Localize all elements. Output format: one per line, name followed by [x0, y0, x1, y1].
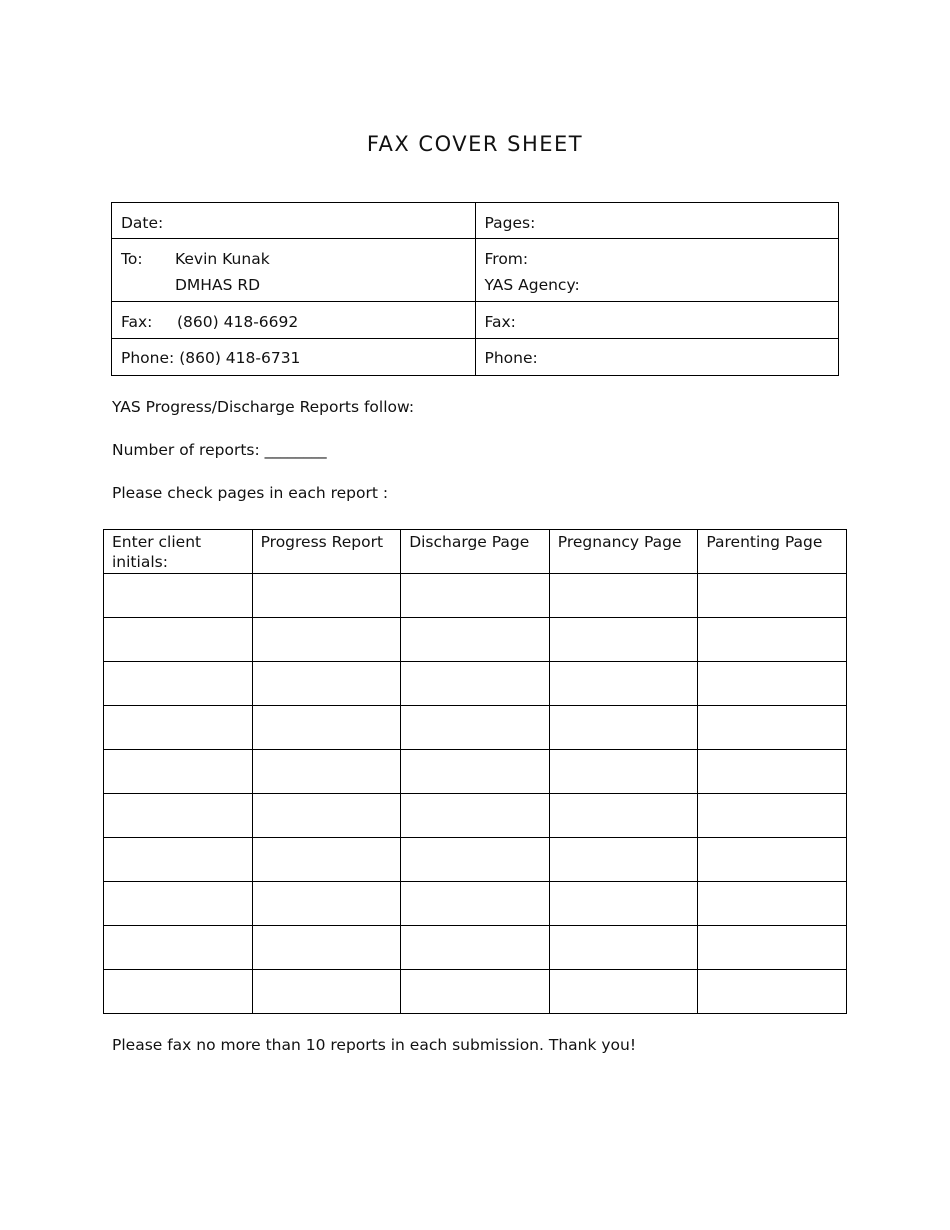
client-initials-cell[interactable]: [104, 706, 253, 750]
progress-report-cell[interactable]: [252, 882, 401, 926]
discharge-page-cell[interactable]: [401, 926, 550, 970]
progress-report-cell[interactable]: [252, 750, 401, 794]
discharge-page-cell[interactable]: [401, 574, 550, 618]
discharge-page-cell[interactable]: [401, 750, 550, 794]
to-department: DMHAS RD: [175, 276, 261, 294]
pregnancy-page-cell[interactable]: [549, 706, 698, 750]
header-progress-report: Progress Report: [252, 530, 401, 574]
pregnancy-page-cell[interactable]: [549, 882, 698, 926]
client-initials-cell[interactable]: [104, 882, 253, 926]
discharge-page-cell[interactable]: [401, 970, 550, 1014]
number-of-reports: Number of reports: ________: [112, 441, 327, 459]
to-name: Kevin Kunak: [175, 250, 270, 268]
from-cell[interactable]: [475, 239, 839, 302]
table-row: [104, 706, 847, 750]
to-phone-cell: [112, 339, 476, 376]
client-initials-cell[interactable]: [104, 794, 253, 838]
reports-follow-text: YAS Progress/Discharge Reports follow:: [112, 398, 415, 416]
table-row: [104, 574, 847, 618]
pregnancy-page-cell[interactable]: [549, 618, 698, 662]
pregnancy-page-cell[interactable]: [549, 574, 698, 618]
from-phone-label: Phone:: [484, 349, 538, 367]
progress-report-cell[interactable]: [252, 926, 401, 970]
parenting-page-cell[interactable]: [698, 662, 847, 706]
to-label: To:: [121, 250, 143, 268]
pregnancy-page-cell[interactable]: [549, 838, 698, 882]
client-initials-cell[interactable]: [104, 574, 253, 618]
to-fax-value: (860) 418-6692: [177, 313, 299, 331]
to-phone-label: Phone:: [121, 349, 175, 367]
progress-report-cell[interactable]: [252, 618, 401, 662]
pregnancy-page-cell[interactable]: [549, 794, 698, 838]
header-parenting-page: Parenting Page: [698, 530, 847, 574]
discharge-page-cell[interactable]: [401, 618, 550, 662]
table-row: [104, 926, 847, 970]
table-row: [104, 794, 847, 838]
progress-report-cell[interactable]: [252, 662, 401, 706]
discharge-page-cell[interactable]: [401, 794, 550, 838]
page-title: FAX COVER SHEET: [366, 132, 584, 156]
table-row: [104, 750, 847, 794]
from-phone-cell[interactable]: [475, 339, 839, 376]
header-client-initials: Enter client initials:: [104, 530, 253, 574]
to-fax-label: Fax:: [121, 313, 153, 331]
table-row: [104, 662, 847, 706]
pregnancy-page-cell[interactable]: [549, 926, 698, 970]
parenting-page-cell[interactable]: [698, 618, 847, 662]
discharge-page-cell[interactable]: [401, 706, 550, 750]
to-cell: [112, 239, 476, 302]
progress-report-cell[interactable]: [252, 794, 401, 838]
discharge-page-cell[interactable]: [401, 838, 550, 882]
client-initials-cell[interactable]: [104, 618, 253, 662]
date-label: Date:: [121, 214, 164, 232]
pregnancy-page-cell[interactable]: [549, 662, 698, 706]
date-cell[interactable]: [112, 203, 476, 239]
to-fax-cell: [112, 302, 476, 339]
table-row: [104, 618, 847, 662]
pregnancy-page-cell[interactable]: [549, 970, 698, 1014]
from-fax-cell[interactable]: [475, 302, 839, 339]
parenting-page-cell[interactable]: [698, 794, 847, 838]
footer-note: Please fax no more than 10 reports in each submission. Thank you!: [112, 1036, 637, 1054]
progress-report-cell[interactable]: [252, 838, 401, 882]
parenting-page-cell[interactable]: [698, 706, 847, 750]
progress-report-cell[interactable]: [252, 574, 401, 618]
discharge-page-cell[interactable]: [401, 882, 550, 926]
progress-report-cell[interactable]: [252, 970, 401, 1014]
header-discharge-page: Discharge Page: [401, 530, 550, 574]
pages-cell[interactable]: [475, 203, 839, 239]
table-row: [104, 882, 847, 926]
pregnancy-page-cell[interactable]: [549, 750, 698, 794]
parenting-page-cell[interactable]: [698, 882, 847, 926]
check-pages-text: Please check pages in each report :: [112, 484, 389, 502]
parenting-page-cell[interactable]: [698, 574, 847, 618]
reports-header-row: [104, 530, 847, 574]
client-initials-cell[interactable]: [104, 662, 253, 706]
pages-label: Pages:: [484, 214, 536, 232]
parenting-page-cell[interactable]: [698, 750, 847, 794]
discharge-page-cell[interactable]: [401, 662, 550, 706]
header-pregnancy-page: Pregnancy Page: [549, 530, 698, 574]
to-phone-value: (860) 418-6731: [179, 349, 301, 367]
progress-report-cell[interactable]: [252, 706, 401, 750]
client-initials-cell[interactable]: [104, 926, 253, 970]
from-fax-label: Fax:: [484, 313, 516, 331]
parenting-page-cell[interactable]: [698, 970, 847, 1014]
reports-table: [103, 529, 847, 1014]
parenting-page-cell[interactable]: [698, 838, 847, 882]
table-row: [104, 838, 847, 882]
agency-label: YAS Agency:: [484, 276, 580, 294]
fax-info-table: [111, 202, 839, 376]
from-label: From:: [484, 250, 529, 268]
parenting-page-cell[interactable]: [698, 926, 847, 970]
client-initials-cell[interactable]: [104, 750, 253, 794]
client-initials-cell[interactable]: [104, 838, 253, 882]
client-initials-cell[interactable]: [104, 970, 253, 1014]
table-row: [104, 970, 847, 1014]
